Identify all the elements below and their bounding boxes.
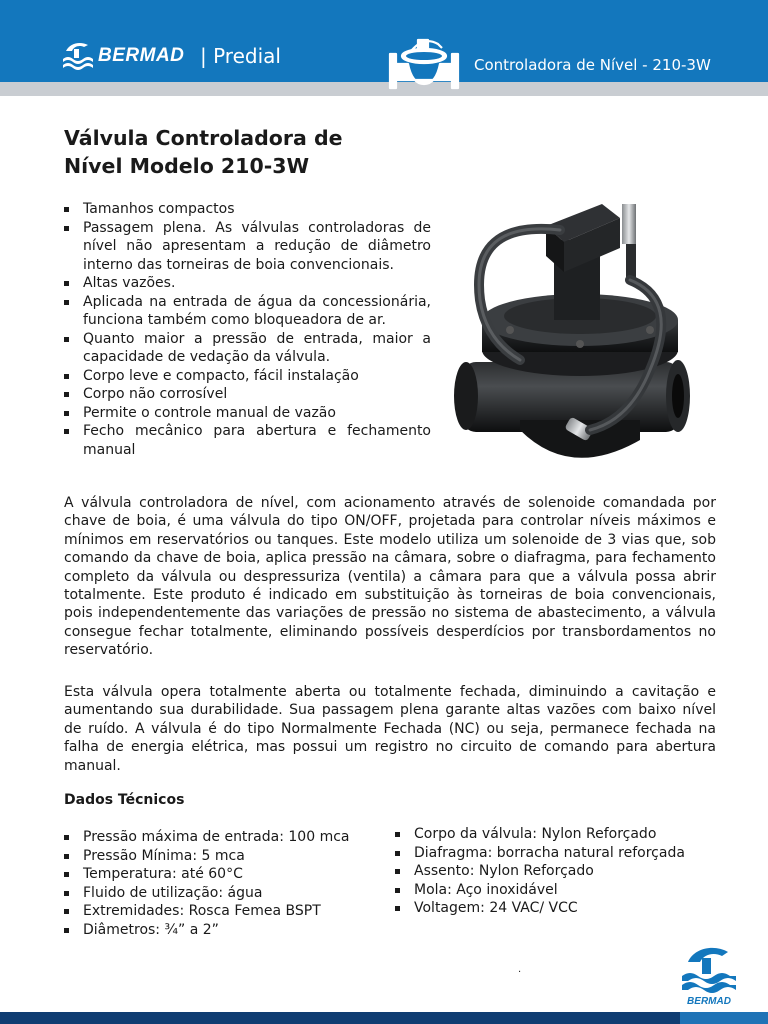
feature-item: Permite o controle manual de vazão: [64, 404, 431, 423]
spec-item: Temperatura: até 60°C: [64, 865, 384, 884]
spec-item: Fluido de utilização: água: [64, 884, 384, 903]
feature-item: Altas vazões.: [64, 274, 431, 293]
features-list: [64, 200, 431, 459]
bermad-wave-icon: [60, 39, 94, 73]
feature-item: Aplicada na entrada de água da concessionária, funciona também como bloqueadora de ar.: [64, 293, 431, 330]
feature-item: Fecho mecânico para abertura e fechamento manual: [64, 422, 431, 459]
section-label: | Predial: [200, 44, 281, 68]
page-dot: .: [518, 964, 522, 975]
page-title: [64, 124, 404, 180]
feature-item: Quanto maior a pressão de entrada, maior a capacidade de vedação da válvula.: [64, 330, 431, 367]
feature-item: Corpo não corrosível: [64, 385, 431, 404]
footer-bar-accent: [680, 1012, 768, 1024]
spec-item: Corpo da válvula: Nylon Reforçado: [395, 825, 715, 844]
spec-item: Mola: Aço inoxidável: [395, 881, 715, 900]
product-code: Controladora de Nível - 210-3W: [474, 56, 711, 74]
description-paragraph-1: A válvula controladora de nível, com acionamento através de solenoide comandada por chave de boia, é uma válvula do tipo ON/OFF, projetada para controlar níveis máximos e mínimos em reservatórios ou tanques. Este modelo utiliza um solenoide de 3 vias que, sob comando da chave de boia, aplica pressão na câmara, sobre o diafragma, para fechamento completo da válvula ou despressuriza (ventila) a câmara para que a válvula possa abrir totalmente. Este produto é indicado em substituição às torneiras de boia convencionais, pois independentemente das variações de pressão no sistema de abastecimento, a válvula consegue fechar totalmente, eliminando possíveis desperdícios por transbordamentos no reservatório.: [64, 495, 716, 659]
spec-item: Diâmetros: ¾” a 2”: [64, 921, 384, 940]
spec-item: Diafragma: borracha natural reforçada: [395, 844, 715, 863]
footer-bar: [0, 1012, 768, 1024]
spec-item: Extremidades: Rosca Femea BSPT: [64, 902, 384, 921]
bermad-footer-logo: [680, 942, 738, 1008]
title-line-2: Nível Modelo 210-3W: [64, 154, 310, 178]
brand-name: BERMAD: [98, 45, 185, 66]
tech-data-heading: Dados Técnicos: [64, 792, 185, 808]
spec-item: Pressão máxima de entrada: 100 mca: [64, 828, 384, 847]
spec-item: Assento: Nylon Reforçado: [395, 862, 715, 881]
header-stripe: [0, 82, 768, 96]
feature-item: Corpo leve e compacto, fácil instalação: [64, 367, 431, 386]
valve-outline-icon: [388, 34, 460, 92]
footer-brand-text: BERMAD: [687, 996, 731, 1007]
valve-product-image: [450, 190, 690, 475]
bermad-logo: [60, 38, 184, 74]
feature-item: Tamanhos compactos: [64, 200, 431, 219]
spec-item: Pressão Mínima: 5 mca: [64, 847, 384, 866]
tech-specs-right: [395, 825, 715, 918]
description-paragraph-2: Esta válvula opera totalmente aberta ou totalmente fechada, diminuindo a cavitação e aumentando sua durabilidade. Sua passagem plena garante altas vazões com baixo nível de ruído. A válvula é do tipo Normalmente Fechada (NC) ou seja, permanece fechada na falha de energia elétrica, mas possui um registro no circuito de comando para abertura manual.: [64, 684, 716, 774]
spec-item: Voltagem: 24 VAC/ VCC: [395, 899, 715, 918]
feature-item: Passagem plena. As válvulas controladoras de nível não apresentam a redução de diâmetro interno das torneiras de boia convencionais.: [64, 219, 431, 275]
tech-specs-left: [64, 828, 384, 940]
title-line-1: Válvula Controladora de: [64, 126, 343, 150]
